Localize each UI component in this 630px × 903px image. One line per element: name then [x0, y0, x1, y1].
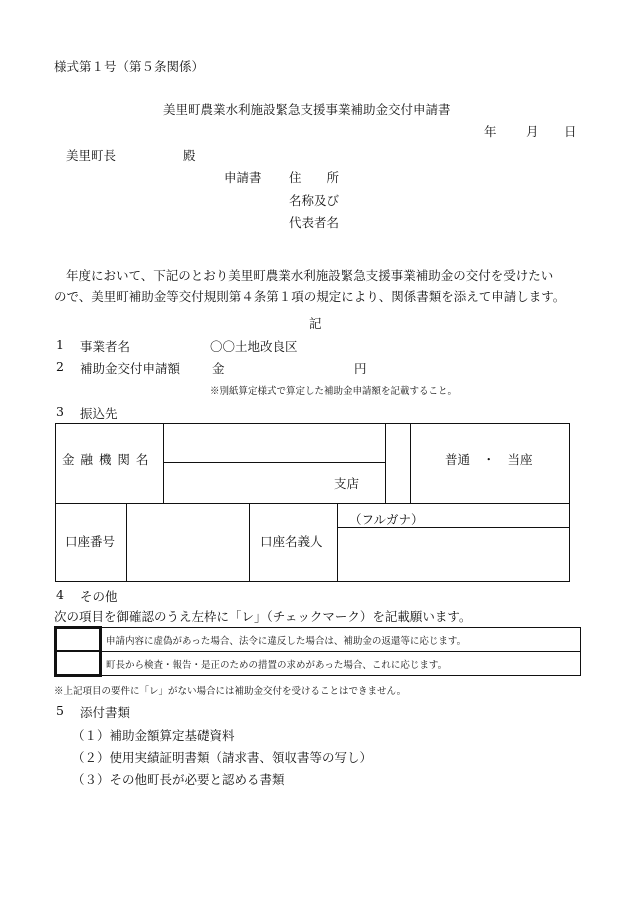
item2-label: 補助金交付申請額 [80, 361, 181, 376]
body-line-1: 年度において、下記のとおり美里町農業水利施設緊急支援事業補助金の交付を受けたい [66, 268, 554, 283]
checkbox-1[interactable] [57, 629, 99, 649]
date-month: 月 [526, 124, 539, 139]
item1-value: 〇〇土地改良区 [210, 339, 298, 354]
bank-name-label: 金 融 機 関 名 [62, 452, 150, 467]
item4-number: 4 [56, 587, 64, 602]
ki-heading: 記 [309, 316, 322, 331]
recipient-name: 美里町長 [66, 148, 117, 163]
check-item-2: 町長から検査・報告・是正のための措置の求めがあった場合、これに応じます。 [106, 660, 448, 671]
attachment-item-1: （１）補助金額算定基礎資料 [72, 728, 235, 743]
document-title: 美里町農業水利施設緊急支援事業補助金交付申請書 [163, 102, 451, 117]
attachment-item-2: （２）使用実績証明書類（請求書、領収書等の写し） [72, 750, 373, 765]
account-number-label: 口座番号 [65, 534, 116, 549]
attachment-item-3: （３）その他町長が必要と認める書類 [72, 772, 285, 787]
bank-name-field[interactable] [170, 431, 378, 457]
applicant-address-label: 住 所 [289, 170, 340, 185]
applicant-label: 申請書 [224, 170, 262, 185]
item1-number: 1 [56, 337, 64, 352]
date-day: 日 [564, 124, 577, 139]
account-holder-field[interactable] [342, 532, 565, 578]
item2-prefix: 金 [212, 361, 225, 376]
item3-number: 3 [56, 404, 64, 419]
form-number: 様式第１号（第５条関係） [54, 59, 205, 74]
item2-number: 2 [56, 359, 64, 374]
date-year: 年 [484, 124, 497, 139]
recipient-honorific: 殿 [183, 148, 196, 163]
item4-label: その他 [80, 589, 118, 604]
item1-label: 事業者名 [80, 339, 131, 354]
checkbox-2[interactable] [57, 653, 99, 674]
check-item-1: 申請内容に虚偽があった場合、法令に違反した場合は、補助金の返還等に応じます。 [106, 636, 467, 647]
account-holder-label: 口座名義人 [260, 534, 323, 549]
confirm-note: ※上記項目の要件に「レ」がない場合には補助金交付を受けることはできません。 [54, 686, 407, 697]
item2-note: ※別紙算定様式で算定した補助金申請額を記載すること。 [210, 386, 458, 397]
branch-name-field[interactable] [170, 468, 325, 498]
item2-unit: 円 [354, 361, 367, 376]
item3-label: 振込先 [80, 406, 118, 421]
branch-label: 支店 [334, 476, 360, 491]
item5-label: 添付書類 [80, 705, 131, 720]
furigana-label: （フルガナ） [349, 512, 424, 527]
body-line-2: ので、美里町補助金等交付規則第４条第１項の規定により、関係書類を添えて申請します。 [54, 289, 566, 304]
confirm-instruction: 次の項目を御確認のうえ左枠に「レ」（チェックマーク）を記載願います。 [54, 609, 472, 624]
applicant-representative-label: 代表者名 [289, 215, 340, 230]
applicant-name-label: 名称及び [289, 193, 340, 208]
item5-number: 5 [56, 703, 64, 718]
account-number-field[interactable] [130, 508, 244, 578]
account-type-options[interactable]: 普通 ・ 当座 [445, 452, 533, 467]
